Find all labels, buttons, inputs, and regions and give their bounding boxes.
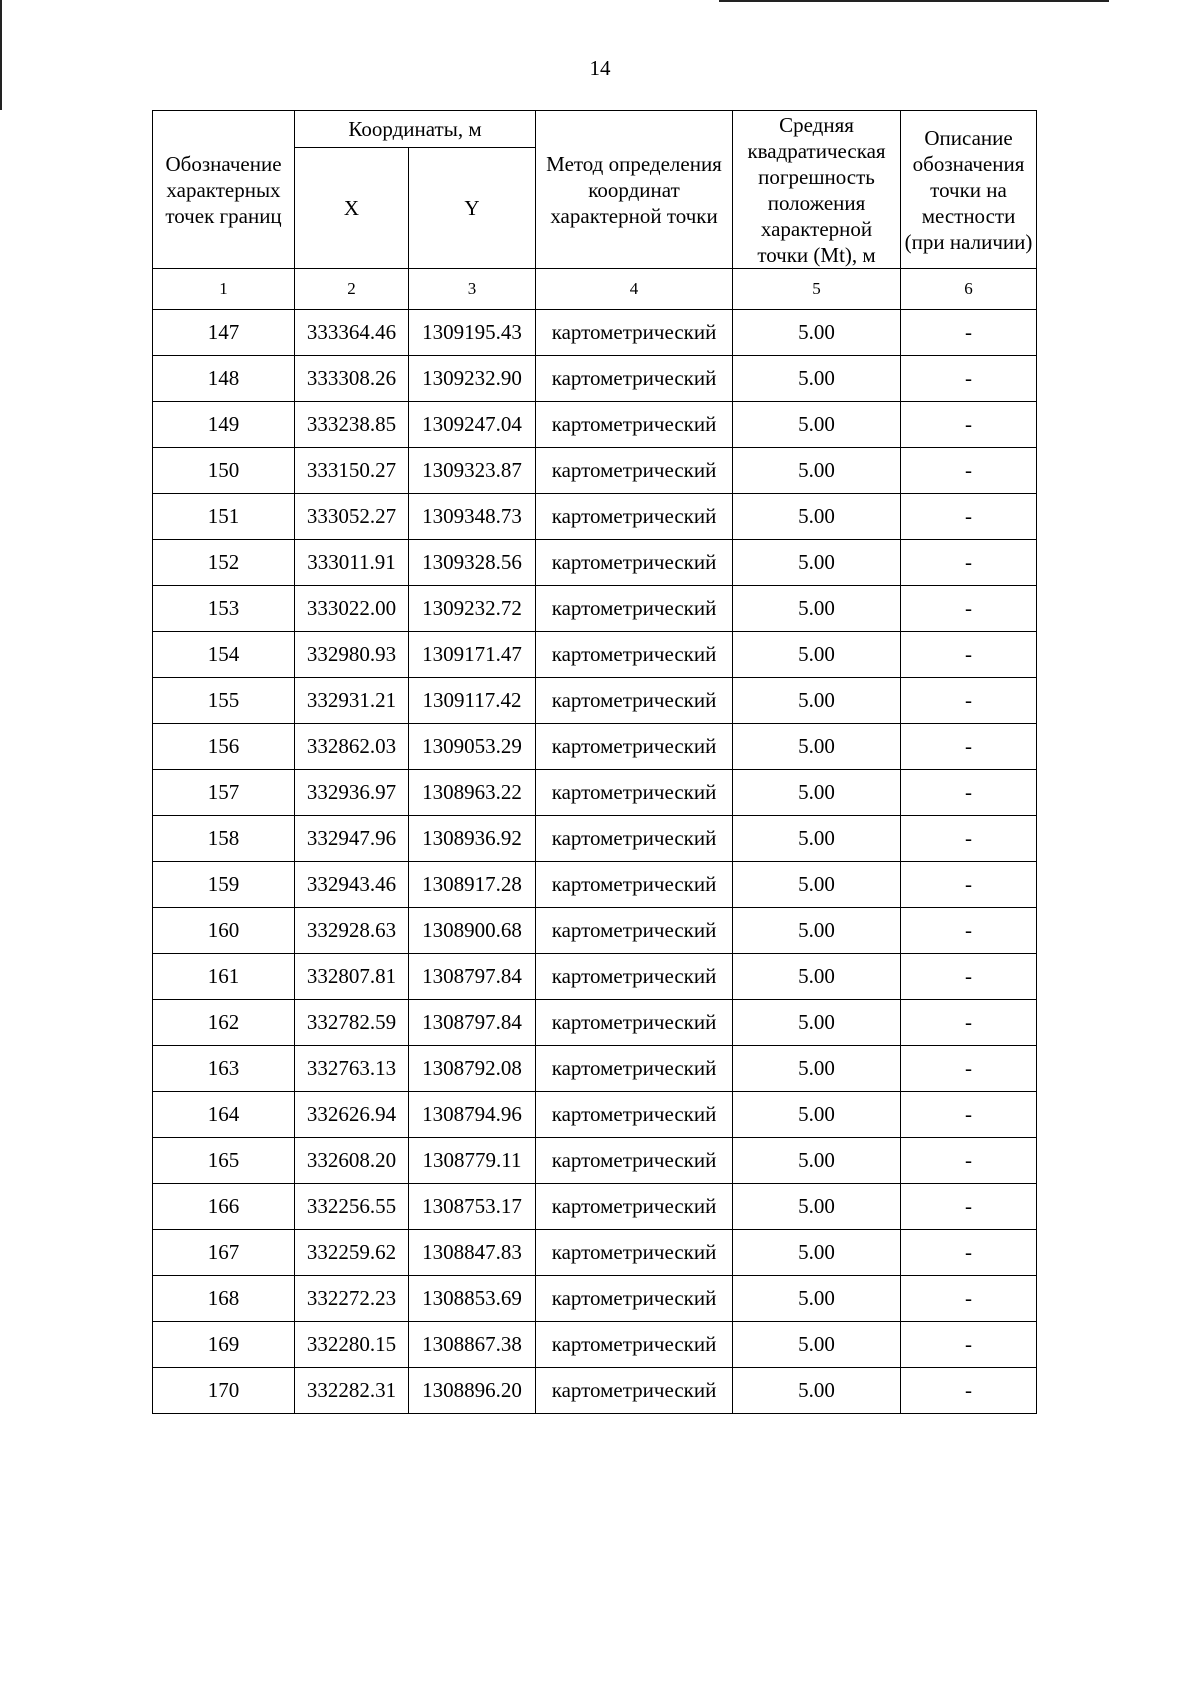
table-row bbox=[153, 586, 1037, 632]
x-coordinate-cell: 332608.20 bbox=[295, 1138, 409, 1184]
scan-edge-mark bbox=[0, 0, 2, 110]
point-cell: 149 bbox=[153, 402, 295, 448]
description-cell: - bbox=[901, 1000, 1037, 1046]
point-cell: 160 bbox=[153, 908, 295, 954]
column-number: 5 bbox=[733, 269, 901, 310]
method-cell: картометрический bbox=[536, 1046, 733, 1092]
method-cell: картометрический bbox=[536, 402, 733, 448]
point-cell: 148 bbox=[153, 356, 295, 402]
description-cell: - bbox=[901, 770, 1037, 816]
point-cell: 163 bbox=[153, 1046, 295, 1092]
x-coordinate-cell: 332807.81 bbox=[295, 954, 409, 1000]
point-cell: 166 bbox=[153, 1184, 295, 1230]
point-cell: 169 bbox=[153, 1322, 295, 1368]
point-cell: 150 bbox=[153, 448, 295, 494]
method-cell: картометрический bbox=[536, 1368, 733, 1414]
description-cell: - bbox=[901, 678, 1037, 724]
scan-edge-mark bbox=[719, 0, 1109, 2]
x-coordinate-cell: 332626.94 bbox=[295, 1092, 409, 1138]
method-cell: картометрический bbox=[536, 1138, 733, 1184]
table-row bbox=[153, 448, 1037, 494]
point-cell: 159 bbox=[153, 862, 295, 908]
error-cell: 5.00 bbox=[733, 1138, 901, 1184]
y-coordinate-cell: 1309232.72 bbox=[409, 586, 536, 632]
point-cell: 157 bbox=[153, 770, 295, 816]
x-coordinate-cell: 332282.31 bbox=[295, 1368, 409, 1414]
method-cell: картометрический bbox=[536, 540, 733, 586]
y-coordinate-cell: 1309053.29 bbox=[409, 724, 536, 770]
table-row bbox=[153, 402, 1037, 448]
point-cell: 162 bbox=[153, 1000, 295, 1046]
description-cell: - bbox=[901, 908, 1037, 954]
point-cell: 154 bbox=[153, 632, 295, 678]
table-row bbox=[153, 1322, 1037, 1368]
description-cell: - bbox=[901, 724, 1037, 770]
point-cell: 170 bbox=[153, 1368, 295, 1414]
table-row bbox=[153, 908, 1037, 954]
point-cell: 153 bbox=[153, 586, 295, 632]
point-cell: 161 bbox=[153, 954, 295, 1000]
y-coordinate-cell: 1308847.83 bbox=[409, 1230, 536, 1276]
method-cell: картометрический bbox=[536, 310, 733, 356]
error-cell: 5.00 bbox=[733, 1000, 901, 1046]
method-cell: картометрический bbox=[536, 908, 733, 954]
column-number: 6 bbox=[901, 269, 1037, 310]
table-row bbox=[153, 1368, 1037, 1414]
error-cell: 5.00 bbox=[733, 1046, 901, 1092]
description-cell: - bbox=[901, 1322, 1037, 1368]
y-coordinate-cell: 1308853.69 bbox=[409, 1276, 536, 1322]
point-cell: 147 bbox=[153, 310, 295, 356]
x-coordinate-cell: 333364.46 bbox=[295, 310, 409, 356]
point-cell: 156 bbox=[153, 724, 295, 770]
method-cell: картометрический bbox=[536, 356, 733, 402]
error-cell: 5.00 bbox=[733, 494, 901, 540]
error-cell: 5.00 bbox=[733, 310, 901, 356]
method-cell: картометрический bbox=[536, 586, 733, 632]
x-coordinate-cell: 333052.27 bbox=[295, 494, 409, 540]
y-coordinate-cell: 1309328.56 bbox=[409, 540, 536, 586]
method-cell: картометрический bbox=[536, 678, 733, 724]
table-row bbox=[153, 954, 1037, 1000]
x-coordinate-cell: 333308.26 bbox=[295, 356, 409, 402]
point-cell: 167 bbox=[153, 1230, 295, 1276]
point-cell: 155 bbox=[153, 678, 295, 724]
description-cell: - bbox=[901, 356, 1037, 402]
y-coordinate-cell: 1309323.87 bbox=[409, 448, 536, 494]
method-cell: картометрический bbox=[536, 954, 733, 1000]
error-cell: 5.00 bbox=[733, 724, 901, 770]
y-coordinate-cell: 1308917.28 bbox=[409, 862, 536, 908]
method-cell: картометрический bbox=[536, 448, 733, 494]
error-cell: 5.00 bbox=[733, 954, 901, 1000]
table-row bbox=[153, 310, 1037, 356]
column-number: 1 bbox=[153, 269, 295, 310]
x-coordinate-cell: 332931.21 bbox=[295, 678, 409, 724]
point-cell: 168 bbox=[153, 1276, 295, 1322]
header-y: Y bbox=[409, 148, 536, 269]
header-description: Описание обозначения точки на местности (при наличии) bbox=[901, 111, 1037, 269]
point-cell: 152 bbox=[153, 540, 295, 586]
point-cell: 158 bbox=[153, 816, 295, 862]
x-coordinate-cell: 332947.96 bbox=[295, 816, 409, 862]
y-coordinate-cell: 1308779.11 bbox=[409, 1138, 536, 1184]
error-cell: 5.00 bbox=[733, 540, 901, 586]
y-coordinate-cell: 1309117.42 bbox=[409, 678, 536, 724]
header-point: Обозначение характерных точек границ bbox=[153, 111, 295, 269]
y-coordinate-cell: 1309232.90 bbox=[409, 356, 536, 402]
x-coordinate-cell: 332256.55 bbox=[295, 1184, 409, 1230]
description-cell: - bbox=[901, 1276, 1037, 1322]
y-coordinate-cell: 1308794.96 bbox=[409, 1092, 536, 1138]
method-cell: картометрический bbox=[536, 816, 733, 862]
error-cell: 5.00 bbox=[733, 448, 901, 494]
table-body bbox=[153, 310, 1037, 1414]
description-cell: - bbox=[901, 494, 1037, 540]
column-number: 4 bbox=[536, 269, 733, 310]
y-coordinate-cell: 1309195.43 bbox=[409, 310, 536, 356]
table-row bbox=[153, 1184, 1037, 1230]
error-cell: 5.00 bbox=[733, 1230, 901, 1276]
x-coordinate-cell: 332943.46 bbox=[295, 862, 409, 908]
header-method: Метод определения координат характерной точки bbox=[536, 111, 733, 269]
method-cell: картометрический bbox=[536, 1230, 733, 1276]
error-cell: 5.00 bbox=[733, 1184, 901, 1230]
table-row bbox=[153, 1230, 1037, 1276]
table-row bbox=[153, 1138, 1037, 1184]
error-cell: 5.00 bbox=[733, 402, 901, 448]
description-cell: - bbox=[901, 310, 1037, 356]
error-cell: 5.00 bbox=[733, 632, 901, 678]
y-coordinate-cell: 1308963.22 bbox=[409, 770, 536, 816]
header-error: Средняя квадратическая погрешность положения характерной точки (Mt), м bbox=[733, 111, 901, 269]
y-coordinate-cell: 1308797.84 bbox=[409, 1000, 536, 1046]
column-number: 2 bbox=[295, 269, 409, 310]
error-cell: 5.00 bbox=[733, 356, 901, 402]
description-cell: - bbox=[901, 1230, 1037, 1276]
x-coordinate-cell: 332763.13 bbox=[295, 1046, 409, 1092]
table-row bbox=[153, 632, 1037, 678]
y-coordinate-cell: 1308792.08 bbox=[409, 1046, 536, 1092]
method-cell: картометрический bbox=[536, 724, 733, 770]
description-cell: - bbox=[901, 1138, 1037, 1184]
page-number: 14 bbox=[589, 56, 611, 80]
x-coordinate-cell: 332272.23 bbox=[295, 1276, 409, 1322]
description-cell: - bbox=[901, 540, 1037, 586]
error-cell: 5.00 bbox=[733, 586, 901, 632]
method-cell: картометрический bbox=[536, 862, 733, 908]
description-cell: - bbox=[901, 954, 1037, 1000]
method-cell: картометрический bbox=[536, 1000, 733, 1046]
method-cell: картометрический bbox=[536, 770, 733, 816]
description-cell: - bbox=[901, 1046, 1037, 1092]
y-coordinate-cell: 1308797.84 bbox=[409, 954, 536, 1000]
method-cell: картометрический bbox=[536, 494, 733, 540]
point-cell: 165 bbox=[153, 1138, 295, 1184]
method-cell: картометрический bbox=[536, 632, 733, 678]
error-cell: 5.00 bbox=[733, 1092, 901, 1138]
x-coordinate-cell: 332928.63 bbox=[295, 908, 409, 954]
table-row bbox=[153, 356, 1037, 402]
x-coordinate-cell: 332980.93 bbox=[295, 632, 409, 678]
description-cell: - bbox=[901, 816, 1037, 862]
y-coordinate-cell: 1308867.38 bbox=[409, 1322, 536, 1368]
error-cell: 5.00 bbox=[733, 1276, 901, 1322]
table-row bbox=[153, 540, 1037, 586]
point-cell: 164 bbox=[153, 1092, 295, 1138]
column-number: 3 bbox=[409, 269, 536, 310]
description-cell: - bbox=[901, 402, 1037, 448]
x-coordinate-cell: 332936.97 bbox=[295, 770, 409, 816]
table-row bbox=[153, 724, 1037, 770]
table-row bbox=[153, 862, 1037, 908]
x-coordinate-cell: 332259.62 bbox=[295, 1230, 409, 1276]
table-row bbox=[153, 1000, 1037, 1046]
y-coordinate-cell: 1309171.47 bbox=[409, 632, 536, 678]
error-cell: 5.00 bbox=[733, 816, 901, 862]
table-row bbox=[153, 1046, 1037, 1092]
header-x: X bbox=[295, 148, 409, 269]
error-cell: 5.00 bbox=[733, 862, 901, 908]
y-coordinate-cell: 1308900.68 bbox=[409, 908, 536, 954]
method-cell: картометрический bbox=[536, 1092, 733, 1138]
method-cell: картометрический bbox=[536, 1322, 733, 1368]
table-header bbox=[153, 111, 1037, 310]
description-cell: - bbox=[901, 1368, 1037, 1414]
error-cell: 5.00 bbox=[733, 908, 901, 954]
y-coordinate-cell: 1308896.20 bbox=[409, 1368, 536, 1414]
x-coordinate-cell: 333150.27 bbox=[295, 448, 409, 494]
y-coordinate-cell: 1309348.73 bbox=[409, 494, 536, 540]
x-coordinate-cell: 333022.00 bbox=[295, 586, 409, 632]
coordinates-table bbox=[152, 110, 1037, 1414]
x-coordinate-cell: 332782.59 bbox=[295, 1000, 409, 1046]
error-cell: 5.00 bbox=[733, 678, 901, 724]
description-cell: - bbox=[901, 632, 1037, 678]
table-row bbox=[153, 678, 1037, 724]
description-cell: - bbox=[901, 862, 1037, 908]
table-row bbox=[153, 770, 1037, 816]
description-cell: - bbox=[901, 448, 1037, 494]
x-coordinate-cell: 332862.03 bbox=[295, 724, 409, 770]
y-coordinate-cell: 1308936.92 bbox=[409, 816, 536, 862]
method-cell: картометрический bbox=[536, 1184, 733, 1230]
error-cell: 5.00 bbox=[733, 770, 901, 816]
table-row bbox=[153, 1276, 1037, 1322]
x-coordinate-cell: 333238.85 bbox=[295, 402, 409, 448]
method-cell: картометрический bbox=[536, 1276, 733, 1322]
description-cell: - bbox=[901, 586, 1037, 632]
y-coordinate-cell: 1308753.17 bbox=[409, 1184, 536, 1230]
point-cell: 151 bbox=[153, 494, 295, 540]
error-cell: 5.00 bbox=[733, 1322, 901, 1368]
x-coordinate-cell: 333011.91 bbox=[295, 540, 409, 586]
description-cell: - bbox=[901, 1184, 1037, 1230]
error-cell: 5.00 bbox=[733, 1368, 901, 1414]
x-coordinate-cell: 332280.15 bbox=[295, 1322, 409, 1368]
description-cell: - bbox=[901, 1092, 1037, 1138]
header-coordinates: Координаты, м bbox=[295, 111, 536, 148]
table-row bbox=[153, 1092, 1037, 1138]
column-number-row bbox=[153, 269, 1037, 310]
table-row bbox=[153, 816, 1037, 862]
table-row bbox=[153, 494, 1037, 540]
y-coordinate-cell: 1309247.04 bbox=[409, 402, 536, 448]
